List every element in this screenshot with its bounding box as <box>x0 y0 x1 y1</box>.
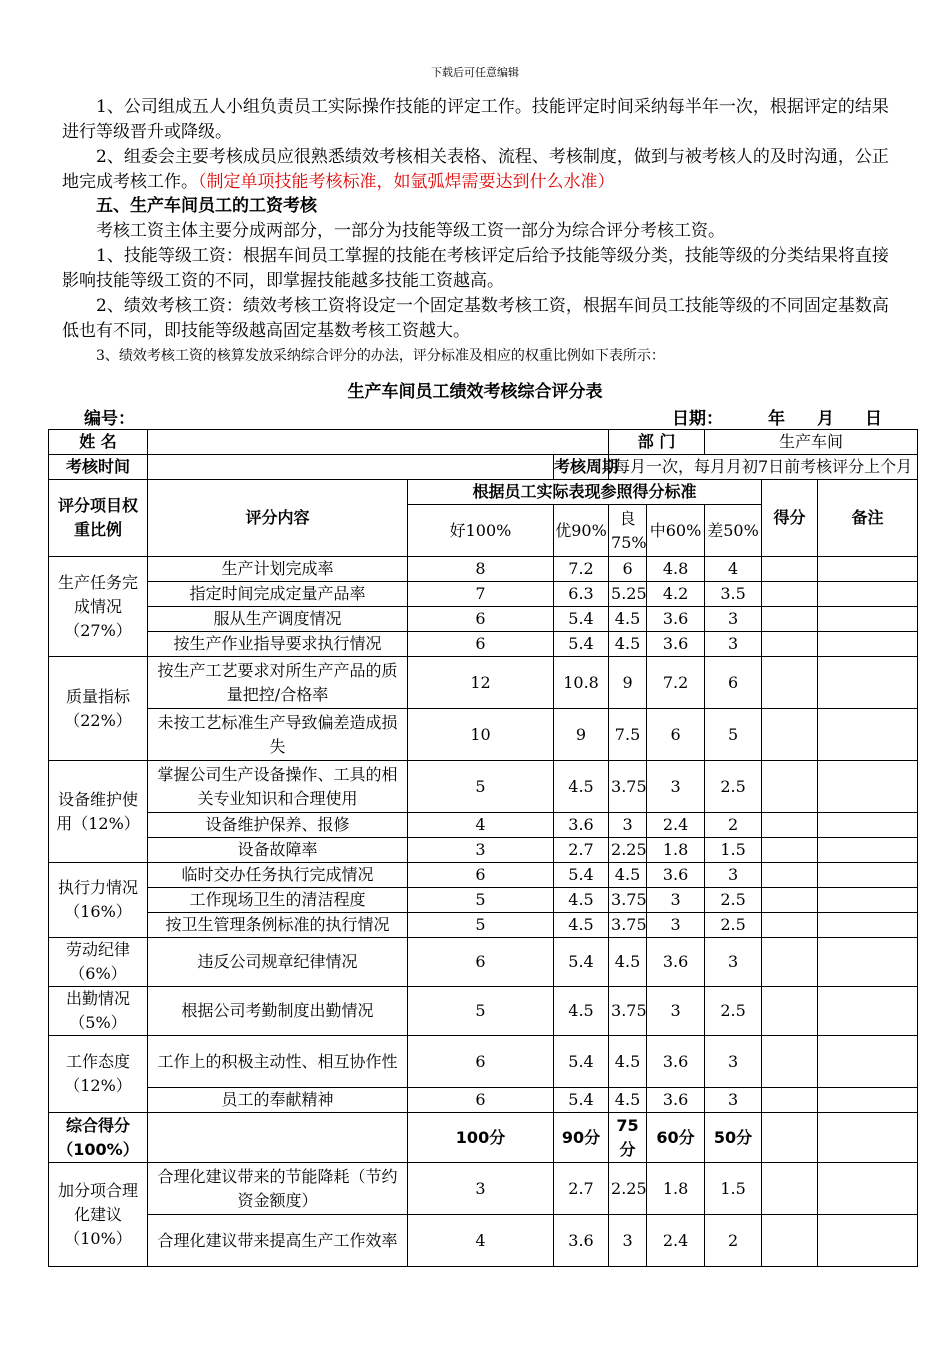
table-row <box>49 557 918 582</box>
content-cell: 临时交办任务执行完成情况 <box>148 863 408 888</box>
standard-value: 6 <box>408 1088 554 1113</box>
item-cell: 执行力情况（16%） <box>49 863 148 938</box>
standard-value: 2.7 <box>554 1163 609 1215</box>
total-value: 50分 <box>705 1113 762 1163</box>
standard-value: 4.8 <box>647 557 705 582</box>
table-row <box>49 761 918 813</box>
paragraph-6: 3、绩效考核工资的核算发放采纳综合评分的办法，评分标准及相应的权重比例如下表所示： <box>96 348 665 364</box>
standard-value: 3 <box>647 987 705 1036</box>
content-cell: 按生产作业指导要求执行情况 <box>148 632 408 657</box>
remark-cell[interactable] <box>818 913 918 938</box>
info-row-2 <box>49 455 918 480</box>
paragraph-1: 1、公司组成五人小组负责员工实际操作技能的评定工作。技能评定时间采纳每半年一次，根据评定的结果进行等级晋升或降级。 <box>62 97 889 142</box>
table-row <box>49 657 918 709</box>
remark-cell[interactable] <box>818 938 918 987</box>
standard-value: 4.5 <box>554 888 609 913</box>
table-row <box>49 1088 918 1113</box>
remark-cell[interactable] <box>818 1036 918 1088</box>
header-row-1 <box>49 480 918 505</box>
standard-value: 4.5 <box>609 1036 647 1088</box>
standard-value: 3.6 <box>647 938 705 987</box>
standard-value: 4.5 <box>609 632 647 657</box>
remark-cell[interactable] <box>818 1215 918 1267</box>
standard-value: 3.6 <box>647 1036 705 1088</box>
standard-value: 4 <box>408 1215 554 1267</box>
standard-value: 6 <box>705 657 762 709</box>
score-cell[interactable] <box>762 761 818 813</box>
standard-value: 6 <box>647 709 705 761</box>
total-row <box>49 1113 918 1163</box>
standard-value: 5 <box>408 888 554 913</box>
score-cell[interactable] <box>762 1215 818 1267</box>
score-cell[interactable] <box>762 1036 818 1088</box>
grade-good: 好100% <box>408 505 554 557</box>
score-cell[interactable] <box>762 709 818 761</box>
item-cell: 出勤情况（5%） <box>49 987 148 1036</box>
score-cell[interactable] <box>762 888 818 913</box>
standard-header: 根据员工实际表现参照得分标准 <box>408 480 762 505</box>
score-cell[interactable] <box>762 913 818 938</box>
standard-value: 5.25 <box>609 582 647 607</box>
standard-value: 4 <box>705 557 762 582</box>
content-cell: 工作上的积极主动性、相互协作性 <box>148 1036 408 1088</box>
grade-poor: 差50% <box>705 505 762 557</box>
score-table <box>48 429 918 1267</box>
item-cell: 工作态度（12%） <box>49 1036 148 1113</box>
remark-cell[interactable] <box>818 557 918 582</box>
standard-value: 2.25 <box>609 1163 647 1215</box>
standard-value: 4.2 <box>647 582 705 607</box>
paragraph-2 <box>62 145 892 195</box>
remark-cell[interactable] <box>818 761 918 813</box>
content-cell: 设备维护保养、报修 <box>148 813 408 838</box>
standard-value: 2 <box>705 813 762 838</box>
remark-cell[interactable] <box>818 709 918 761</box>
standard-value: 2.7 <box>554 838 609 863</box>
table-row <box>49 888 918 913</box>
total-content <box>148 1113 408 1163</box>
section-heading: 五、生产车间员工的工资考核 <box>96 196 317 216</box>
score-cell[interactable] <box>762 987 818 1036</box>
standard-value: 3.75 <box>609 761 647 813</box>
time-value[interactable] <box>148 455 554 480</box>
remark-cell[interactable] <box>818 888 918 913</box>
dept-value: 生产车间 <box>705 430 918 455</box>
standard-value: 6 <box>408 938 554 987</box>
content-cell: 生产计划完成率 <box>148 557 408 582</box>
standard-value: 5 <box>408 987 554 1036</box>
standard-value: 5.4 <box>554 1036 609 1088</box>
score-cell[interactable] <box>762 863 818 888</box>
standard-value: 5 <box>705 709 762 761</box>
standard-value: 3 <box>609 813 647 838</box>
score-cell[interactable] <box>762 838 818 863</box>
total-value: 60分 <box>647 1113 705 1163</box>
name-label: 姓 名 <box>49 430 148 455</box>
standard-value: 5.4 <box>554 938 609 987</box>
date-label: 日期： <box>672 409 723 429</box>
standard-value: 2.4 <box>647 1215 705 1267</box>
table-row <box>49 607 918 632</box>
name-value[interactable] <box>148 430 609 455</box>
standard-value: 3 <box>705 1088 762 1113</box>
score-cell[interactable] <box>762 657 818 709</box>
content-cell: 工作现场卫生的清洁程度 <box>148 888 408 913</box>
standard-value: 3.5 <box>705 582 762 607</box>
standard-value: 1.5 <box>705 1163 762 1215</box>
day-label: 日 <box>865 409 882 429</box>
remark-header: 备注 <box>818 480 918 557</box>
standard-value: 3 <box>705 863 762 888</box>
content-cell: 设备故障率 <box>148 838 408 863</box>
standard-value: 9 <box>554 709 609 761</box>
standard-value: 1.5 <box>705 838 762 863</box>
standard-value: 8 <box>408 557 554 582</box>
standard-value: 4.5 <box>554 987 609 1036</box>
period-label: 考核周期 <box>554 455 609 480</box>
item-cell: 质量指标（22%） <box>49 657 148 761</box>
score-cell[interactable] <box>762 582 818 607</box>
content-cell: 合理化建议带来的节能降耗（节约资金额度） <box>148 1163 408 1215</box>
remark-cell[interactable] <box>818 813 918 838</box>
number-label: 编号： <box>84 409 135 429</box>
score-cell[interactable] <box>762 632 818 657</box>
standard-value: 3 <box>408 838 554 863</box>
table-row <box>49 709 918 761</box>
remark-cell[interactable] <box>818 632 918 657</box>
content-cell: 服从生产调度情况 <box>148 607 408 632</box>
standard-value: 5.4 <box>554 1088 609 1113</box>
score-header: 得分 <box>762 480 818 557</box>
standard-value: 3 <box>705 1036 762 1088</box>
standard-value: 6 <box>408 607 554 632</box>
year-label: 年 <box>768 409 785 429</box>
standard-value: 3 <box>609 1215 647 1267</box>
standard-value: 3.6 <box>554 813 609 838</box>
header-note: 下载后可任意编辑 <box>431 66 519 79</box>
standard-value: 4.5 <box>609 863 647 888</box>
table-row <box>49 863 918 888</box>
content-cell: 员工的奉献精神 <box>148 1088 408 1113</box>
remark-cell[interactable] <box>818 1088 918 1113</box>
remark-cell[interactable] <box>818 838 918 863</box>
content-cell: 掌握公司生产设备操作、工具的相关专业知识和合理使用 <box>148 761 408 813</box>
total-value: 100分 <box>408 1113 554 1163</box>
item-header: 评分项目权重比例 <box>49 480 148 557</box>
dept-label: 部 门 <box>609 430 705 455</box>
item-cell: 加分项合理化建议（10%） <box>49 1163 148 1267</box>
content-cell: 指定时间完成定量产品率 <box>148 582 408 607</box>
table-row <box>49 1215 918 1267</box>
standard-value: 5.4 <box>554 632 609 657</box>
standard-value: 12 <box>408 657 554 709</box>
remark-cell[interactable] <box>818 987 918 1036</box>
standard-value: 2.5 <box>705 761 762 813</box>
table-row <box>49 838 918 863</box>
standard-value: 2.5 <box>705 987 762 1036</box>
table-row <box>49 938 918 987</box>
item-cell: 劳动纪律（6%） <box>49 938 148 987</box>
standard-value: 6.3 <box>554 582 609 607</box>
table-row <box>49 1036 918 1088</box>
standard-value: 3 <box>647 888 705 913</box>
table-row <box>49 987 918 1036</box>
standard-value: 3.6 <box>647 863 705 888</box>
item-cell: 生产任务完成情况（27%） <box>49 557 148 657</box>
remark-cell[interactable] <box>818 607 918 632</box>
remark-cell[interactable] <box>818 657 918 709</box>
paragraph-3: 考核工资主体主要分成两部分，一部分为技能等级工资一部分为综合评分考核工资。 <box>96 221 725 241</box>
paragraph-2-note: （制定单项技能考核标准，如氩弧焊需要达到什么水准） <box>198 172 615 192</box>
standard-value: 1.8 <box>647 838 705 863</box>
standard-value: 3.75 <box>609 987 647 1036</box>
standard-value: 5 <box>408 913 554 938</box>
total-score-cell[interactable] <box>762 1113 818 1163</box>
content-cell: 违反公司规章纪律情况 <box>148 938 408 987</box>
standard-value: 4.5 <box>554 913 609 938</box>
standard-value: 5 <box>408 761 554 813</box>
standard-value: 3 <box>647 761 705 813</box>
score-cell[interactable] <box>762 1088 818 1113</box>
total-value: 75分 <box>609 1113 647 1163</box>
standard-value: 2.5 <box>705 888 762 913</box>
score-cell[interactable] <box>762 938 818 987</box>
remark-cell[interactable] <box>818 1163 918 1215</box>
standard-value: 3.75 <box>609 913 647 938</box>
paragraph-4: 1、技能等级工资：根据车间员工掌握的技能在考核评定后给予技能等级分类，技能等级的分类结果将直接影响技能等级工资的不同，即掌握技能越多技能工资越高。 <box>62 246 889 291</box>
standard-value: 3 <box>647 913 705 938</box>
table-title: 生产车间员工绩效考核综合评分表 <box>347 382 603 402</box>
standard-value: 3 <box>705 607 762 632</box>
grade-fine: 良75% <box>609 505 647 557</box>
standard-value: 3.75 <box>609 888 647 913</box>
table-row <box>49 813 918 838</box>
content-cell: 未按工艺标准生产导致偏差造成损失 <box>148 709 408 761</box>
standard-value: 1.8 <box>647 1163 705 1215</box>
item-cell: 设备维护使用（12%） <box>49 761 148 863</box>
standard-value: 2.25 <box>609 838 647 863</box>
standard-value: 3.6 <box>554 1215 609 1267</box>
month-label: 月 <box>817 409 834 429</box>
standard-value: 5.4 <box>554 863 609 888</box>
total-remark-cell[interactable] <box>818 1113 918 1163</box>
standard-value: 3.6 <box>647 1088 705 1113</box>
standard-value: 9 <box>609 657 647 709</box>
standard-value: 4.5 <box>609 1088 647 1113</box>
standard-value: 5.4 <box>554 607 609 632</box>
standard-value: 3.6 <box>647 607 705 632</box>
standard-value: 3 <box>705 632 762 657</box>
table-row <box>49 632 918 657</box>
score-cell[interactable] <box>762 607 818 632</box>
score-cell[interactable] <box>762 557 818 582</box>
content-cell: 按卫生管理条例标准的执行情况 <box>148 913 408 938</box>
standard-value: 4.5 <box>609 607 647 632</box>
table-row <box>49 913 918 938</box>
standard-value: 2.4 <box>647 813 705 838</box>
standard-value: 6 <box>609 557 647 582</box>
standard-value: 4 <box>408 813 554 838</box>
content-cell: 根据公司考勤制度出勤情况 <box>148 987 408 1036</box>
standard-value: 4.5 <box>554 761 609 813</box>
score-cell[interactable] <box>762 1163 818 1215</box>
time-label: 考核时间 <box>49 455 148 480</box>
standard-value: 6 <box>408 1036 554 1088</box>
total-label: 综合得分（100%） <box>49 1113 148 1163</box>
standard-value: 3 <box>408 1163 554 1215</box>
standard-value: 7.2 <box>554 557 609 582</box>
standard-value: 3 <box>705 938 762 987</box>
standard-value: 3.6 <box>647 632 705 657</box>
standard-value: 7.2 <box>647 657 705 709</box>
standard-value: 10 <box>408 709 554 761</box>
content-cell: 合理化建议带来提高生产工作效率 <box>148 1215 408 1267</box>
standard-value: 10.8 <box>554 657 609 709</box>
info-row-1 <box>49 430 918 455</box>
grade-mid: 中60% <box>647 505 705 557</box>
standard-value: 7.5 <box>609 709 647 761</box>
table-row <box>49 582 918 607</box>
table-row <box>49 1163 918 1215</box>
standard-value: 2.5 <box>705 913 762 938</box>
remark-cell[interactable] <box>818 582 918 607</box>
grade-excellent: 优90% <box>554 505 609 557</box>
period-value: 每月一次，每月月初7日前考核评分上个月 <box>609 455 918 480</box>
standard-value: 2 <box>705 1215 762 1267</box>
standard-value: 4.5 <box>609 938 647 987</box>
standard-value: 7 <box>408 582 554 607</box>
total-value: 90分 <box>554 1113 609 1163</box>
content-header: 评分内容 <box>148 480 408 557</box>
standard-value: 6 <box>408 632 554 657</box>
remark-cell[interactable] <box>818 863 918 888</box>
score-cell[interactable] <box>762 813 818 838</box>
paragraph-5: 2、绩效考核工资：绩效考核工资将设定一个固定基数考核工资，根据车间员工技能等级的不同固定基数高低也有不同，即技能等级越高固定基数考核工资越大。 <box>62 296 889 341</box>
content-cell: 按生产工艺要求对所生产产品的质量把控/合格率 <box>148 657 408 709</box>
paragraph-2-text: 2、组委会主要考核成员应很熟悉绩效考核相关表格、流程、考核制度，做到与被考核人的及时沟通，公正地完成考核工作。 <box>62 147 889 192</box>
standard-value: 6 <box>408 863 554 888</box>
